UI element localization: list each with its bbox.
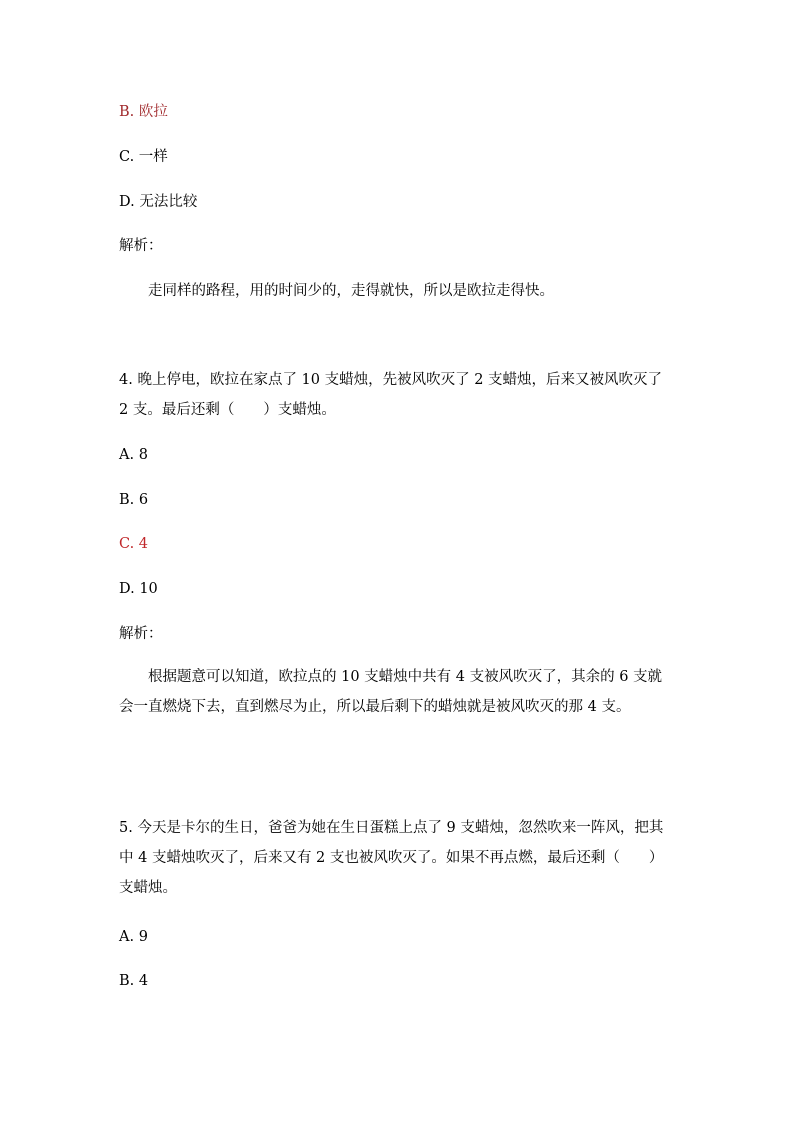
q3-option-d: D. 无法比较 bbox=[119, 194, 198, 210]
q5-option-b: B. 4 bbox=[119, 973, 149, 989]
q5-option-a: A. 9 bbox=[119, 929, 148, 945]
q4-analysis-label: 解析： bbox=[119, 626, 163, 642]
q4-option-a: A. 8 bbox=[119, 447, 148, 463]
q5-question: 5. 今天是卡尔的生日，爸爸为她在生日蛋糕上点了 9 支蜡烛，忽然吹来一阵风，把其中 4 支蜡烛吹灭了，后来又有 2 支也被风吹灭了。如果不再点燃，最后还剩（ ）支蜡烛。 bbox=[119, 820, 664, 896]
q4-option-d: D. 10 bbox=[119, 581, 158, 597]
q3-option-c: C. 一样 bbox=[119, 149, 168, 165]
q4-option-c: C. 4 bbox=[119, 536, 149, 552]
q3-option-b: B. 欧拉 bbox=[119, 104, 168, 120]
q4-analysis-text: 根据题意可以知道，欧拉点的 10 支蜡烛中共有 4 支被风吹灭了，其余的 6 支就会一直燃烧下去，直到燃尽为止，所以最后剩下的蜡烛就是被风吹灭的那 4 支。 bbox=[119, 669, 663, 715]
q3-analysis-text: 走同样的路程，用的时间少的，走得就快，所以是欧拉走得快。 bbox=[148, 283, 554, 299]
q4-option-b: B. 6 bbox=[119, 492, 149, 508]
q3-analysis-label: 解析： bbox=[119, 238, 163, 254]
q4-question: 4. 晚上停电，欧拉在家点了 10 支蜡烛，先被风吹灭了 2 支蜡烛，后来又被风吹灭了 2 支。最后还剩（ ）支蜡烛。 bbox=[119, 372, 663, 418]
